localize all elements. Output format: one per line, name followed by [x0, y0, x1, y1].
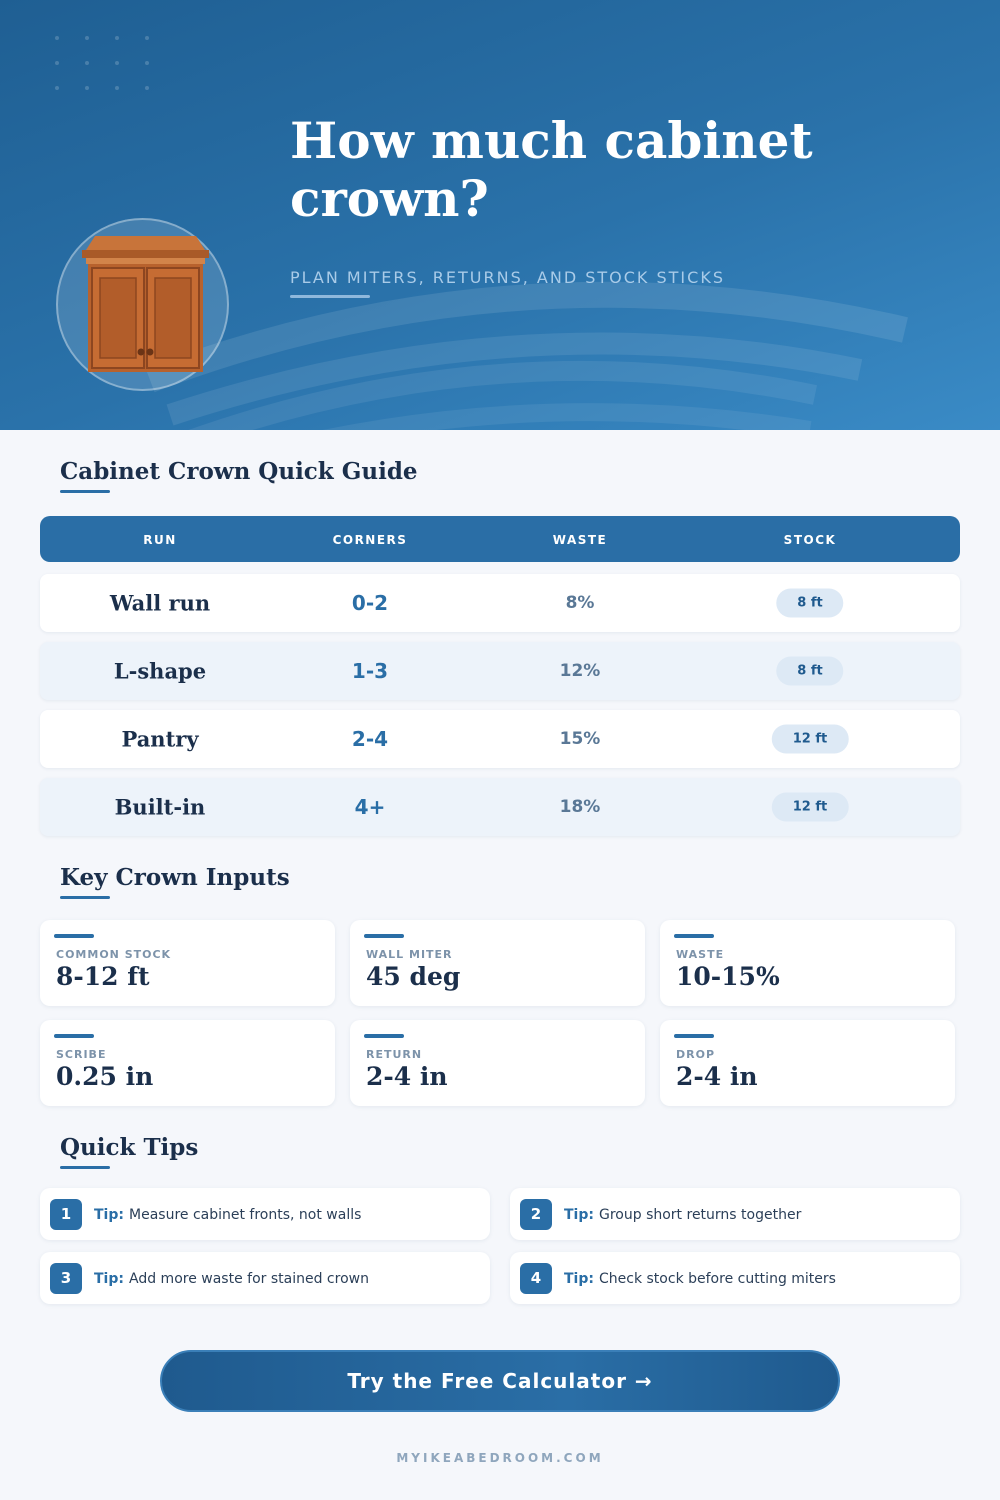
stock-badge: 12 ft	[772, 793, 849, 822]
card-accent	[364, 1034, 404, 1038]
tip-number-badge: 2	[520, 1199, 552, 1230]
tips-section-title: Quick Tips	[60, 1134, 199, 1161]
cell-corners: 4+	[354, 795, 386, 819]
card-accent	[54, 1034, 94, 1038]
card-accent	[364, 934, 404, 938]
card-label: COMMON STOCK	[56, 948, 172, 961]
input-card-waste	[660, 920, 955, 1006]
card-label: DROP	[676, 1048, 716, 1061]
footer-site-name: MYIKEABEDROOM.COM	[396, 1451, 604, 1465]
card-value: 10-15%	[676, 962, 780, 991]
cabinet-icon	[78, 232, 213, 377]
input-card-scribe	[40, 1020, 335, 1106]
cell-waste: 8%	[565, 593, 595, 613]
page-subtitle: PLAN MITERS, RETURNS, AND STOCK STICKS	[290, 268, 725, 287]
card-label: WASTE	[676, 948, 725, 961]
cell-waste: 15%	[559, 729, 601, 749]
cell-run: Pantry	[121, 726, 199, 752]
input-card-common-stock	[40, 920, 335, 1006]
card-value: 2-4 in	[366, 1062, 448, 1091]
tip-text: Group short returns together	[599, 1207, 802, 1223]
stock-badge: 12 ft	[772, 725, 849, 754]
guide-title-underline	[60, 490, 110, 493]
card-label: WALL MITER	[366, 948, 453, 961]
guide-section-title: Cabinet Crown Quick Guide	[60, 458, 418, 485]
tip-number-badge: 3	[50, 1263, 82, 1294]
tip-label: Tip:	[94, 1271, 124, 1287]
tip-number-badge: 4	[520, 1263, 552, 1294]
card-accent	[674, 934, 714, 938]
header-stock: STOCK	[783, 533, 837, 547]
card-value: 0.25 in	[56, 1062, 154, 1091]
header-corners: CORNERS	[332, 533, 408, 547]
table-row	[40, 778, 960, 836]
cell-run: L-shape	[113, 658, 207, 684]
table-row	[40, 642, 960, 700]
tip-label: Tip:	[564, 1207, 594, 1223]
tip-item	[510, 1188, 960, 1240]
cell-corners: 1-3	[351, 659, 389, 683]
cell-run: Built-in	[114, 794, 206, 820]
tip-label: Tip:	[564, 1271, 594, 1287]
tip-item	[40, 1188, 490, 1240]
tip-text: Check stock before cutting miters	[599, 1271, 836, 1287]
tip-text: Measure cabinet fronts, not walls	[129, 1207, 362, 1223]
hero-banner	[0, 0, 1000, 430]
tip-label: Tip:	[94, 1207, 124, 1223]
inputs-title-underline	[60, 896, 110, 899]
input-card-wall-miter	[350, 920, 645, 1006]
card-label: SCRIBE	[56, 1048, 107, 1061]
card-value: 2-4 in	[676, 1062, 758, 1091]
tip-number-badge: 1	[50, 1199, 82, 1230]
table-row	[40, 710, 960, 768]
page-title: How much cabinet crown?	[290, 111, 813, 228]
tips-title-underline	[60, 1166, 110, 1169]
inputs-section-title: Key Crown Inputs	[60, 864, 290, 891]
card-accent	[674, 1034, 714, 1038]
tip-item	[510, 1252, 960, 1304]
decorative-dots	[55, 36, 165, 106]
tip-text: Add more waste for stained crown	[129, 1271, 369, 1287]
header-run: RUN	[143, 533, 177, 547]
input-card-drop	[660, 1020, 955, 1106]
stock-badge: 8 ft	[776, 657, 843, 686]
card-value: 8-12 ft	[56, 962, 150, 991]
cell-corners: 2-4	[351, 727, 389, 751]
cell-run: Wall run	[109, 590, 211, 616]
guide-table-header	[40, 516, 960, 562]
tip-item	[40, 1252, 490, 1304]
card-accent	[54, 934, 94, 938]
cell-waste: 12%	[559, 661, 601, 681]
stock-badge: 8 ft	[776, 589, 843, 618]
header-waste: WASTE	[552, 533, 608, 547]
input-card-return	[350, 1020, 645, 1106]
card-value: 45 deg	[366, 962, 461, 991]
subtitle-underline	[290, 295, 370, 298]
cabinet-image	[56, 218, 229, 391]
table-row	[40, 574, 960, 632]
cell-waste: 18%	[559, 797, 601, 817]
free-calculator-button[interactable]: Try the Free Calculator →	[160, 1350, 840, 1412]
card-label: RETURN	[366, 1048, 423, 1061]
cell-corners: 0-2	[351, 591, 389, 615]
